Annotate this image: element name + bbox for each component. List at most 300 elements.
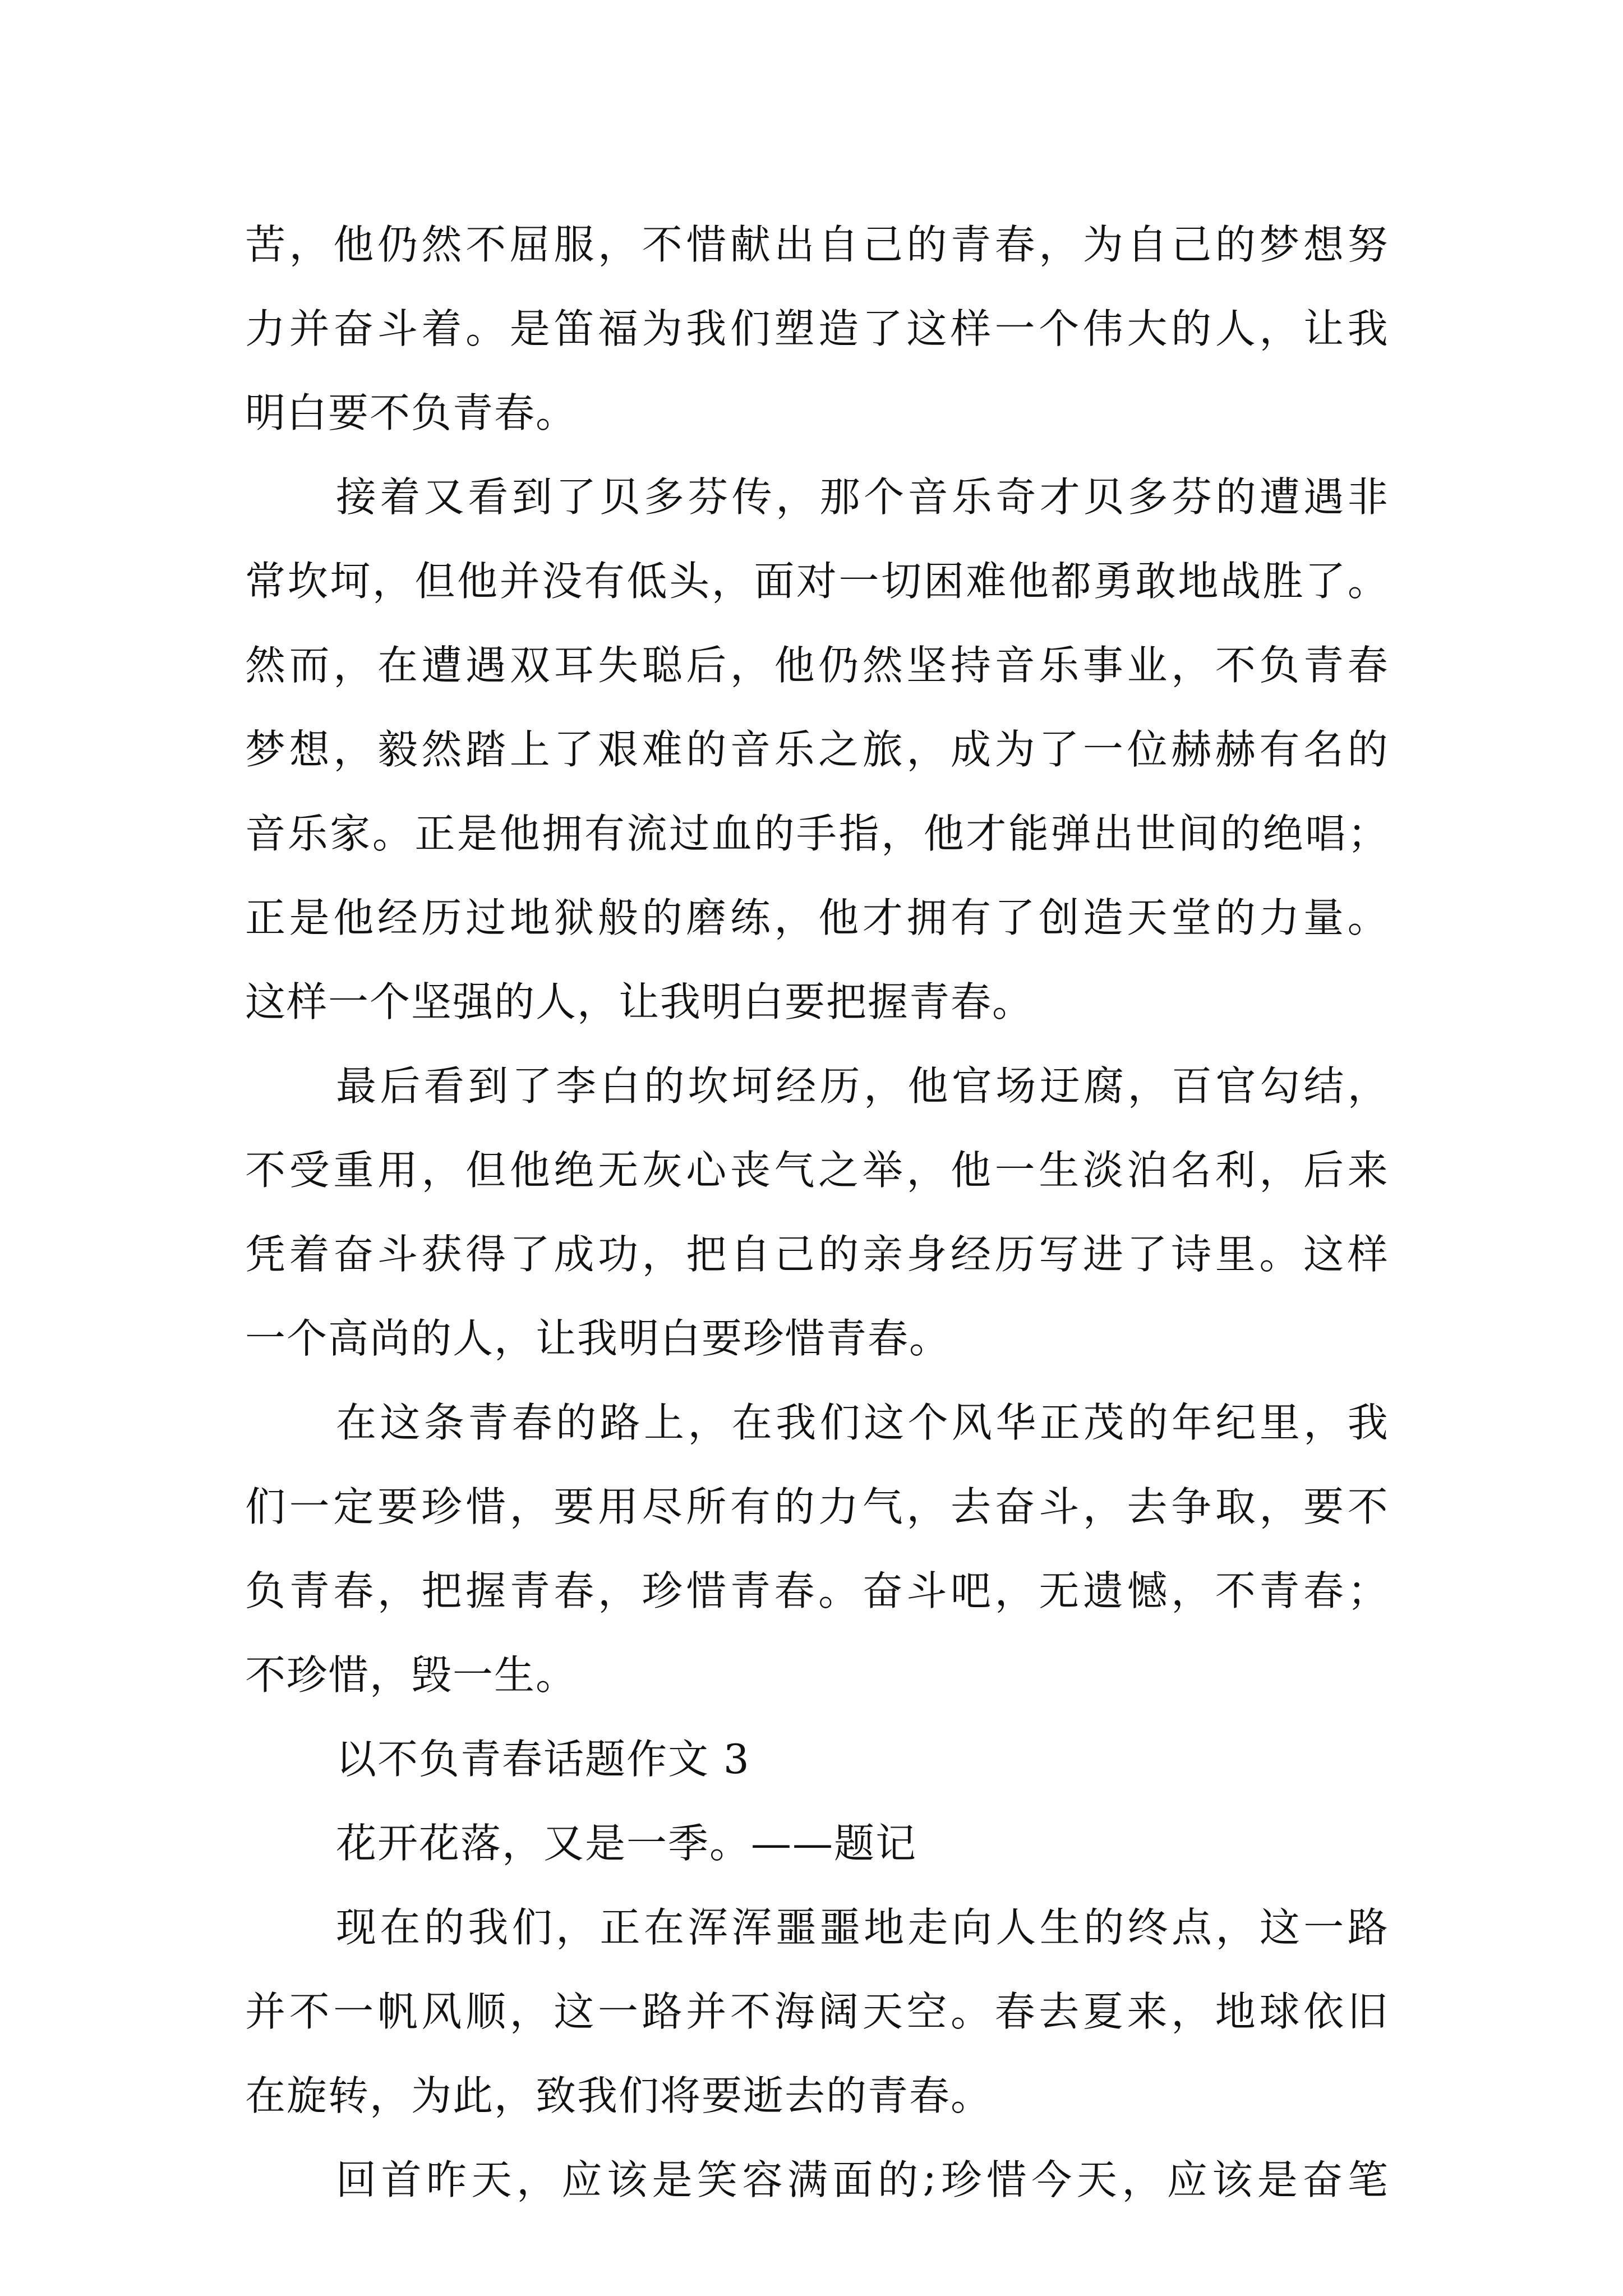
glyph: 今 — [1031, 2156, 1073, 2203]
glyph: 该 — [607, 2156, 649, 2203]
glyph: 奋 — [1302, 2156, 1344, 2203]
glyph: 造 — [1082, 894, 1124, 941]
glyph: 服 — [554, 221, 596, 268]
glyph: 坎 — [688, 1062, 730, 1110]
glyph: 天 — [1127, 894, 1169, 941]
glyph: 胜 — [1262, 558, 1304, 605]
glyph: 去 — [1127, 1483, 1169, 1530]
glyph: 芬 — [688, 473, 730, 521]
glyph: ， — [642, 1231, 684, 1278]
text-line — [245, 1461, 1389, 1545]
glyph: 没 — [542, 558, 584, 605]
glyph: 自 — [818, 221, 860, 268]
glyph: 绝 — [1262, 810, 1304, 857]
glyph: 的 — [754, 810, 796, 857]
glyph: 坚 — [906, 642, 948, 689]
glyph: 但 — [414, 558, 457, 605]
glyph: 。 — [465, 305, 508, 352]
glyph: 来 — [1127, 1988, 1169, 2035]
glyph: 才 — [966, 810, 1008, 857]
glyph: 定 — [333, 1483, 375, 1530]
glyph: 奋 — [862, 1567, 904, 1614]
glyph: 气 — [862, 1483, 904, 1530]
text-line — [245, 1377, 1389, 1461]
glyph: 得 — [465, 1231, 508, 1278]
glyph: 惜 — [465, 1483, 508, 1530]
glyph: 一 — [994, 305, 1036, 352]
glyph: 了 — [511, 1062, 554, 1110]
glyph: 样 — [951, 305, 993, 352]
glyph: 受 — [289, 1147, 331, 1194]
glyph: ， — [906, 1147, 948, 1194]
glyph: 夏 — [1082, 1988, 1124, 2035]
glyph: 负 — [1259, 642, 1301, 689]
glyph: 失 — [598, 642, 640, 689]
glyph: 不 — [1347, 1483, 1389, 1530]
text-line — [245, 452, 1389, 536]
glyph: 看 — [468, 473, 510, 521]
text-line — [245, 2134, 1389, 2219]
glyph: 们 — [730, 305, 772, 352]
glyph: 负 — [245, 1567, 287, 1614]
glyph: 并 — [499, 558, 541, 605]
glyph: 一 — [1082, 726, 1124, 773]
glyph: 浑 — [688, 1904, 730, 1951]
glyph: 淡 — [1082, 1147, 1124, 1194]
glyph: 的 — [1127, 1399, 1169, 1446]
glyph: 里 — [1259, 1399, 1301, 1446]
glyph: 斗 — [377, 1231, 419, 1278]
glyph: 之 — [818, 726, 860, 773]
glyph: ， — [1082, 1483, 1124, 1530]
glyph: 要 — [1303, 1483, 1345, 1530]
glyph: 青 — [509, 1567, 551, 1614]
glyph: 力 — [1259, 894, 1301, 941]
glyph: 这 — [1259, 1904, 1301, 1951]
glyph: 场 — [995, 1062, 1038, 1110]
glyph: 流 — [626, 810, 668, 857]
glyph: 贝 — [1083, 473, 1126, 521]
glyph: 唱 — [1305, 810, 1347, 857]
glyph: 华 — [995, 1399, 1038, 1446]
glyph: 们 — [245, 1483, 287, 1530]
glyph: 历 — [421, 894, 463, 941]
glyph: 经 — [377, 894, 419, 941]
glyph: 我 — [1347, 305, 1389, 352]
glyph: 青 — [289, 1567, 331, 1614]
glyph: 事 — [1082, 642, 1124, 689]
glyph: 弹 — [1050, 810, 1092, 857]
glyph: 重 — [333, 1147, 375, 1194]
glyph: 有 — [1259, 726, 1301, 773]
glyph: 正 — [414, 810, 457, 857]
glyph: ， — [994, 1567, 1036, 1614]
text-line: 以不负青春话题作文 3 — [336, 1736, 750, 1783]
glyph: 了 — [1039, 726, 1081, 773]
glyph: 样 — [1347, 1231, 1389, 1278]
glyph: 。 — [818, 1567, 860, 1614]
glyph: 名 — [1303, 726, 1345, 773]
text-line — [245, 1125, 1389, 1209]
glyph: 梦 — [1259, 221, 1301, 268]
glyph: 的 — [818, 1231, 860, 1278]
glyph: 有 — [584, 558, 626, 605]
glyph: 我 — [686, 305, 728, 352]
text-line — [245, 704, 1389, 788]
glyph: 青 — [951, 221, 993, 268]
text-line — [245, 1209, 1389, 1293]
glyph: 想 — [1303, 221, 1345, 268]
glyph: 。 — [372, 810, 414, 857]
glyph: 他 — [509, 1147, 551, 1194]
glyph: 顺 — [465, 1988, 508, 2035]
glyph: 大 — [1127, 305, 1169, 352]
text-line — [245, 620, 1389, 704]
glyph: 的 — [1215, 473, 1257, 521]
glyph: 点 — [1172, 1904, 1214, 1951]
glyph: ， — [1259, 305, 1301, 352]
glyph: 了 — [1127, 1231, 1169, 1278]
glyph: 的 — [556, 1399, 598, 1446]
glyph: 创 — [1039, 894, 1081, 941]
glyph: 应 — [561, 2156, 603, 2203]
glyph: 不 — [642, 221, 684, 268]
text-line: 明白要不负青春。 — [245, 389, 578, 436]
glyph: 乐 — [774, 726, 816, 773]
glyph: 接 — [336, 473, 378, 521]
glyph: 又 — [423, 473, 465, 521]
glyph: 献 — [730, 221, 772, 268]
glyph: 身 — [906, 1231, 948, 1278]
glyph: ; — [923, 2153, 938, 2200]
glyph: 风 — [951, 1399, 993, 1446]
text-line — [245, 1041, 1389, 1125]
glyph: 这 — [554, 1988, 596, 2035]
glyph: 量 — [1303, 894, 1345, 941]
glyph: 一 — [994, 1147, 1036, 1194]
glyph: 个 — [907, 1399, 949, 1446]
glyph: 结 — [1303, 1062, 1345, 1110]
glyph: ， — [517, 2156, 559, 2203]
glyph: 向 — [951, 1904, 993, 1951]
glyph: 然 — [421, 221, 463, 268]
glyph: 艰 — [598, 726, 640, 773]
glyph: 昨 — [426, 2156, 468, 2203]
glyph: 了 — [554, 726, 596, 773]
glyph: 造 — [818, 305, 860, 352]
glyph: 回 — [336, 2156, 378, 2203]
glyph: 难 — [966, 558, 1008, 605]
glyph: 一 — [333, 1988, 375, 2035]
glyph: 力 — [818, 1483, 860, 1530]
glyph: 春 — [333, 1567, 375, 1614]
glyph: ， — [864, 1062, 906, 1110]
glyph: 路 — [642, 1988, 684, 2035]
glyph: 帆 — [377, 1988, 419, 2035]
glyph: 都 — [1050, 558, 1092, 605]
glyph: 为 — [994, 726, 1036, 773]
glyph: 功 — [598, 1231, 640, 1278]
glyph: ， — [906, 726, 948, 773]
glyph: 握 — [465, 1567, 508, 1614]
glyph: 面 — [754, 558, 796, 605]
text-line — [245, 788, 1389, 872]
glyph: 不 — [465, 221, 508, 268]
glyph: 凭 — [245, 1231, 287, 1278]
glyph: 春 — [511, 1399, 554, 1446]
glyph: 难 — [642, 726, 684, 773]
glyph: 笛 — [554, 305, 596, 352]
glyph: 是 — [457, 810, 499, 857]
glyph: 现 — [336, 1904, 378, 1951]
glyph: 成 — [554, 1231, 596, 1278]
glyph: 遭 — [421, 642, 463, 689]
glyph: 历 — [994, 1231, 1036, 1278]
glyph: 并 — [686, 1988, 728, 2035]
glyph: 珍 — [941, 2156, 983, 2203]
glyph: 的 — [686, 726, 728, 773]
text-line — [245, 536, 1389, 620]
glyph: 。 — [1259, 1231, 1301, 1278]
glyph: 浑 — [731, 1904, 773, 1951]
glyph: 对 — [796, 558, 838, 605]
glyph: 勇 — [1093, 558, 1135, 605]
glyph: 。 — [1347, 558, 1389, 605]
glyph: 指 — [838, 810, 880, 857]
glyph: ， — [1347, 1062, 1389, 1110]
text-line — [245, 199, 1389, 283]
glyph: 去 — [951, 1483, 993, 1530]
glyph: 进 — [1082, 1231, 1124, 1278]
glyph: 把 — [686, 1231, 728, 1278]
glyph: 在 — [380, 1904, 422, 1951]
glyph: 传 — [731, 473, 773, 521]
glyph: ， — [598, 221, 640, 268]
glyph: 头 — [669, 558, 711, 605]
glyph: 条 — [423, 1399, 465, 1446]
glyph: 而 — [289, 642, 331, 689]
glyph: 春 — [994, 1988, 1036, 2035]
glyph: 正 — [600, 1904, 642, 1951]
text-line: 这样一个坚强的人，让我明白要把握青春。 — [245, 978, 1034, 1025]
glyph: 这 — [1303, 1231, 1345, 1278]
glyph: 灰 — [642, 1147, 684, 1194]
glyph: 毅 — [377, 726, 419, 773]
glyph: 把 — [421, 1567, 463, 1614]
glyph: ， — [1171, 1567, 1213, 1614]
glyph: 阔 — [818, 1988, 860, 2035]
glyph: 历 — [819, 1062, 861, 1110]
glyph: 。 — [951, 1988, 993, 2035]
glyph: 己 — [862, 221, 904, 268]
glyph: 来 — [1347, 1147, 1389, 1194]
glyph: 才 — [862, 894, 904, 941]
glyph: 要 — [377, 1483, 419, 1530]
glyph: 所 — [686, 1483, 728, 1530]
glyph: 拥 — [542, 810, 584, 857]
glyph: 里 — [1215, 1231, 1257, 1278]
glyph: 双 — [509, 642, 551, 689]
glyph: 多 — [643, 473, 685, 521]
glyph: 的 — [906, 221, 948, 268]
glyph: ， — [333, 642, 375, 689]
glyph: 到 — [511, 473, 554, 521]
glyph: 过 — [669, 810, 711, 857]
glyph: 音 — [994, 642, 1036, 689]
glyph: 遇 — [1303, 473, 1345, 521]
glyph: 青 — [468, 1399, 510, 1446]
glyph: 生 — [1039, 1904, 1081, 1951]
glyph: 是 — [289, 894, 331, 941]
glyph: 努 — [1347, 221, 1389, 268]
glyph: 个 — [1039, 305, 1081, 352]
glyph: 了 — [509, 1231, 551, 1278]
glyph: 珍 — [421, 1483, 463, 1530]
glyph: 敢 — [1135, 558, 1177, 605]
glyph: 惜 — [686, 1567, 728, 1614]
glyph: 经 — [951, 1231, 993, 1278]
glyph: 家 — [330, 810, 372, 857]
glyph: 是 — [509, 305, 551, 352]
glyph: 赫 — [1171, 726, 1213, 773]
glyph: 音 — [907, 473, 949, 521]
glyph: 奋 — [994, 1483, 1036, 1530]
glyph: 的 — [1171, 305, 1213, 352]
glyph: 后 — [380, 1062, 422, 1110]
glyph: 他 — [333, 221, 375, 268]
glyph: 并 — [245, 1988, 287, 2035]
glyph: 的 — [642, 894, 684, 941]
glyph: 应 — [1166, 2156, 1209, 2203]
glyph: 丧 — [730, 1147, 772, 1194]
glyph: 憾 — [1127, 1567, 1169, 1614]
glyph: 该 — [1212, 2156, 1254, 2203]
glyph: 他 — [499, 810, 541, 857]
text-line — [245, 1966, 1389, 2050]
glyph: 遇 — [465, 642, 508, 689]
glyph: 过 — [465, 894, 508, 941]
glyph: 噩 — [819, 1904, 861, 1951]
glyph: 血 — [711, 810, 753, 857]
glyph: 面 — [832, 2156, 874, 2203]
glyph: 磨 — [686, 894, 728, 941]
glyph: 他 — [333, 894, 375, 941]
glyph: ， — [774, 894, 816, 941]
glyph: 正 — [1039, 1399, 1081, 1446]
glyph: 那 — [819, 473, 861, 521]
glyph: ， — [372, 558, 414, 605]
glyph: 让 — [1303, 305, 1345, 352]
glyph: 耳 — [554, 642, 596, 689]
glyph: 仍 — [377, 221, 419, 268]
glyph: ， — [1122, 2156, 1164, 2203]
text-line — [245, 1882, 1389, 1966]
glyph: 的 — [1347, 726, 1389, 773]
glyph: 奋 — [333, 1231, 375, 1278]
glyph: 屈 — [509, 221, 551, 268]
glyph: 为 — [1082, 221, 1124, 268]
glyph: 的 — [423, 1904, 465, 1951]
glyph: 的 — [1220, 810, 1262, 857]
glyph: 是 — [1257, 2156, 1299, 2203]
glyph: 然 — [862, 642, 904, 689]
glyph: 天 — [471, 2156, 513, 2203]
glyph: 空 — [906, 1988, 948, 2035]
glyph: ， — [377, 1567, 419, 1614]
glyph: 困 — [923, 558, 965, 605]
glyph: ， — [509, 1483, 551, 1530]
glyph: 在 — [377, 642, 419, 689]
glyph: 了 — [1305, 558, 1347, 605]
glyph: 苦 — [245, 221, 287, 268]
glyph: 并 — [289, 305, 331, 352]
glyph: 着 — [380, 473, 422, 521]
glyph: 写 — [1039, 1231, 1081, 1278]
glyph: 这 — [906, 305, 948, 352]
glyph: 塑 — [774, 305, 816, 352]
glyph: 地 — [1215, 1988, 1257, 2035]
glyph: 有 — [951, 894, 993, 941]
glyph: 在 — [731, 1399, 773, 1446]
glyph: 吧 — [951, 1567, 993, 1614]
glyph: 他 — [951, 1147, 993, 1194]
glyph: 人 — [1215, 305, 1257, 352]
glyph: 这 — [380, 1399, 422, 1446]
glyph: 他 — [907, 1062, 949, 1110]
glyph: 手 — [796, 810, 838, 857]
glyph: 用 — [377, 1147, 419, 1194]
glyph: 斗 — [1039, 1483, 1081, 1530]
glyph: 出 — [774, 221, 816, 268]
glyph: 他 — [923, 810, 965, 857]
glyph: 福 — [598, 305, 640, 352]
glyph: 己 — [1171, 221, 1213, 268]
glyph: 的 — [878, 2156, 920, 2203]
glyph: 能 — [1008, 810, 1050, 857]
glyph: 路 — [1347, 1904, 1389, 1951]
glyph: 一 — [838, 558, 880, 605]
glyph: 然 — [421, 726, 463, 773]
glyph: 的 — [1083, 1904, 1126, 1951]
glyph: 正 — [245, 894, 287, 941]
glyph: ； — [1347, 1567, 1389, 1614]
glyph: 不 — [1215, 642, 1257, 689]
glyph: 奋 — [333, 305, 375, 352]
text-line — [245, 872, 1389, 956]
glyph: 纪 — [1215, 1399, 1257, 1446]
glyph: 满 — [787, 2156, 829, 2203]
glyph: 他 — [457, 558, 499, 605]
glyph: 乐 — [951, 473, 993, 521]
text-line: 一个高尚的人，让我明白要珍惜青春。 — [245, 1315, 951, 1362]
glyph: 路 — [600, 1399, 642, 1446]
glyph: 上 — [509, 726, 551, 773]
glyph: 不 — [245, 1147, 287, 1194]
glyph: ， — [1171, 1988, 1213, 2035]
glyph: ， — [556, 1904, 598, 1951]
glyph: 球 — [1259, 1988, 1301, 2035]
glyph: 地 — [509, 894, 551, 941]
glyph: 后 — [686, 642, 728, 689]
glyph: 着 — [289, 1231, 331, 1278]
glyph: 后 — [1303, 1147, 1345, 1194]
glyph: ， — [906, 1483, 948, 1530]
glyph: 堂 — [1171, 894, 1213, 941]
glyph: 坷 — [731, 1062, 773, 1110]
glyph: 获 — [421, 1231, 463, 1278]
glyph: 的 — [643, 1062, 685, 1110]
glyph: 自 — [730, 1231, 772, 1278]
